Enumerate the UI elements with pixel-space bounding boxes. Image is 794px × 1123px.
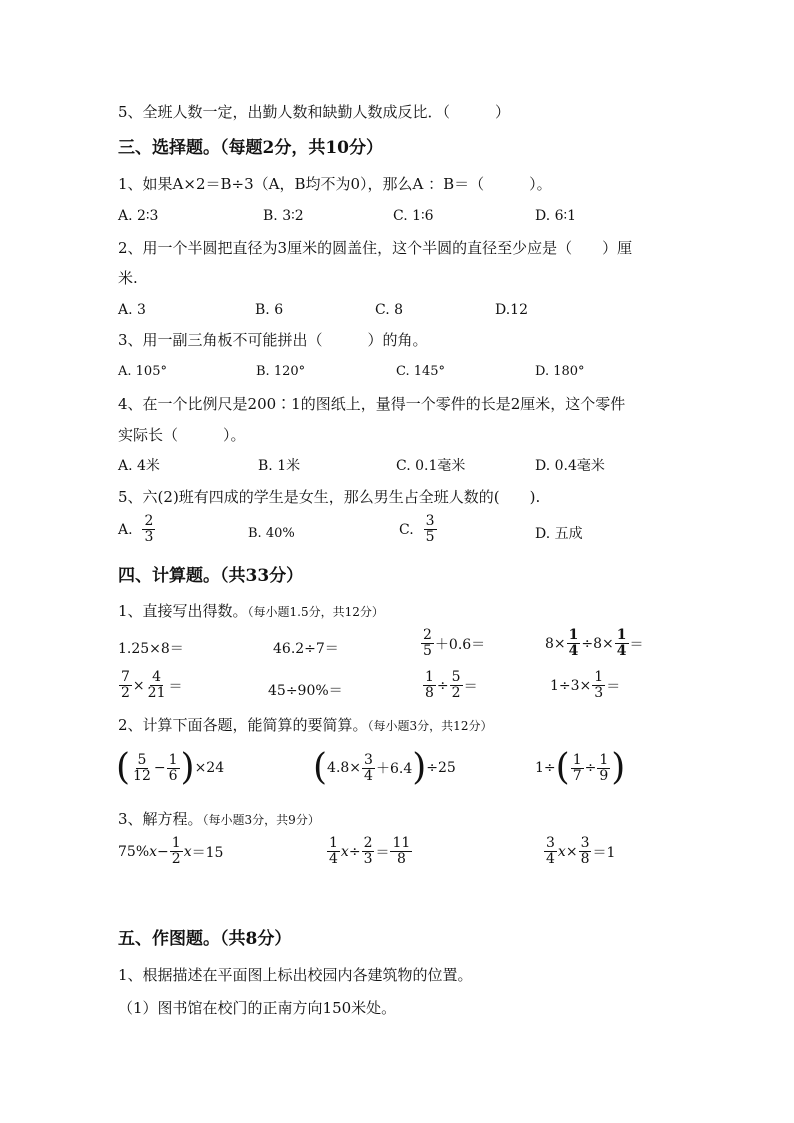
expression: 1÷ ( $\frac{1}{7}$ ÷ $\frac{1}{9}$ ) — [535, 747, 626, 788]
question-3-3: 3、用一副三角板不可能拼出（ ）的角。 — [118, 331, 428, 349]
option-c — [399, 514, 438, 545]
option-c: C. 1∶6 — [393, 208, 434, 224]
equation: $\frac{3}{4}$ x × $\frac{3}{8}$ ＝1 — [546, 835, 616, 867]
expression: $\frac{1}{8}$ ÷ $\frac{5}{2}$ ＝ — [425, 669, 478, 701]
score-note: （每小题3分，共12分） — [367, 719, 493, 733]
score-note: （每小题1.5分，共12分） — [247, 605, 384, 619]
question-3-4-line2: 实际长（ ）。 — [118, 426, 246, 444]
option-a: A. 3 — [118, 302, 146, 318]
subsection-title: 2、计算下面各题，能简算的要简算。 — [118, 716, 368, 734]
option-d: D. 五成 — [535, 526, 583, 542]
section-5-heading: 五、作图题。（共8分） — [118, 929, 292, 949]
section-4-heading: 四、计算题。（共33分） — [118, 566, 304, 586]
expression: 45÷90%＝ — [268, 683, 343, 699]
question-3-1: 1、如果A×2＝B÷3（A，B均不为0），那么A ：B＝（ ）。 — [118, 175, 552, 193]
expression: ( $\frac{5}{12}$ − $\frac{1}{6}$ ) ×24 — [116, 747, 225, 788]
expression: 1.25×8＝ — [118, 641, 184, 657]
option-b: B. 6 — [255, 302, 284, 318]
option-b: B. 1米 — [258, 458, 301, 474]
subsection-title: 3、解方程。 — [118, 810, 203, 828]
section-3-heading: 三、选择题。（每题2分，共10分） — [118, 138, 383, 158]
option-d: D. 180° — [535, 364, 585, 379]
fraction: $\frac{3}{5}$ — [425, 513, 435, 545]
option-d: D.12 — [495, 302, 528, 318]
question-3-2-line2: 米. — [118, 269, 138, 287]
option-a: A. 4米 — [118, 458, 160, 474]
expression: ( 4.8× $\frac{3}{4}$ ＋6.4 ) ÷25 — [313, 747, 456, 788]
subsection-title: 1、直接写出得数。 — [118, 602, 248, 620]
option-c: C. 145° — [396, 364, 446, 379]
option-a — [118, 514, 156, 545]
option-label: C. — [399, 521, 414, 538]
equation: $\frac{1}{4}$ x ÷ $\frac{2}{3}$ ＝ $\frac{11}{8}$ — [329, 835, 411, 867]
option-c: C. 8 — [375, 302, 404, 318]
expression: 1÷3× $\frac{1}{3}$ ＝ — [550, 669, 621, 701]
question-3-5: 5、六(2)班有四成的学生是女生，那么男生占全班人数的( ). — [118, 488, 541, 506]
option-d: D. 6∶1 — [535, 208, 577, 224]
option-b: B. 3∶2 — [263, 208, 304, 224]
question-3-4-line1: 4、在一个比例尺是200∶1的图纸上，量得一个零件的长是2厘米，这个零件 — [118, 395, 626, 413]
expression: 46.2÷7＝ — [273, 641, 339, 657]
option-d: D. 0.4毫米 — [535, 458, 605, 474]
option-a: A. 105° — [118, 364, 167, 379]
option-b: B. 120° — [256, 364, 306, 379]
true-false-item-5: 5、全班人数一定，出勤人数和缺勤人数成反比．（ ） — [118, 103, 511, 121]
equation: 75% x − $\frac{1}{2}$ x ＝15 — [118, 835, 224, 867]
subsection-4-1 — [118, 601, 384, 622]
question-5-1-part-1: （1）图书馆在校门的正南方向150米处。 — [118, 999, 397, 1017]
expression: $\frac{7}{2}$ × $\frac{4}{21}$ ＝ — [121, 669, 183, 701]
question-3-2-line1: 2、用一个半圆把直径为3厘米的圆盖住，这个半圆的直径至少应是（ ）厘 — [118, 239, 633, 257]
subsection-4-3 — [118, 809, 320, 830]
expression: 8× $\frac{1}{4}$ ÷8× $\frac{1}{4}$ ＝ — [545, 627, 644, 659]
score-note: （每小题3分，共9分） — [202, 813, 320, 827]
option-a: A. 2∶3 — [118, 208, 159, 224]
expression: $\frac{2}{5}$ ＋0.6＝ — [423, 627, 486, 659]
fraction: $\frac{2}{3}$ — [144, 513, 154, 545]
option-c: C. 0.1毫米 — [396, 458, 466, 474]
option-b: B. 40% — [248, 526, 295, 541]
subsection-4-2 — [118, 715, 492, 736]
question-5-1: 1、根据描述在平面图上标出校园内各建筑物的位置。 — [118, 966, 473, 984]
option-label: A. — [118, 521, 133, 538]
